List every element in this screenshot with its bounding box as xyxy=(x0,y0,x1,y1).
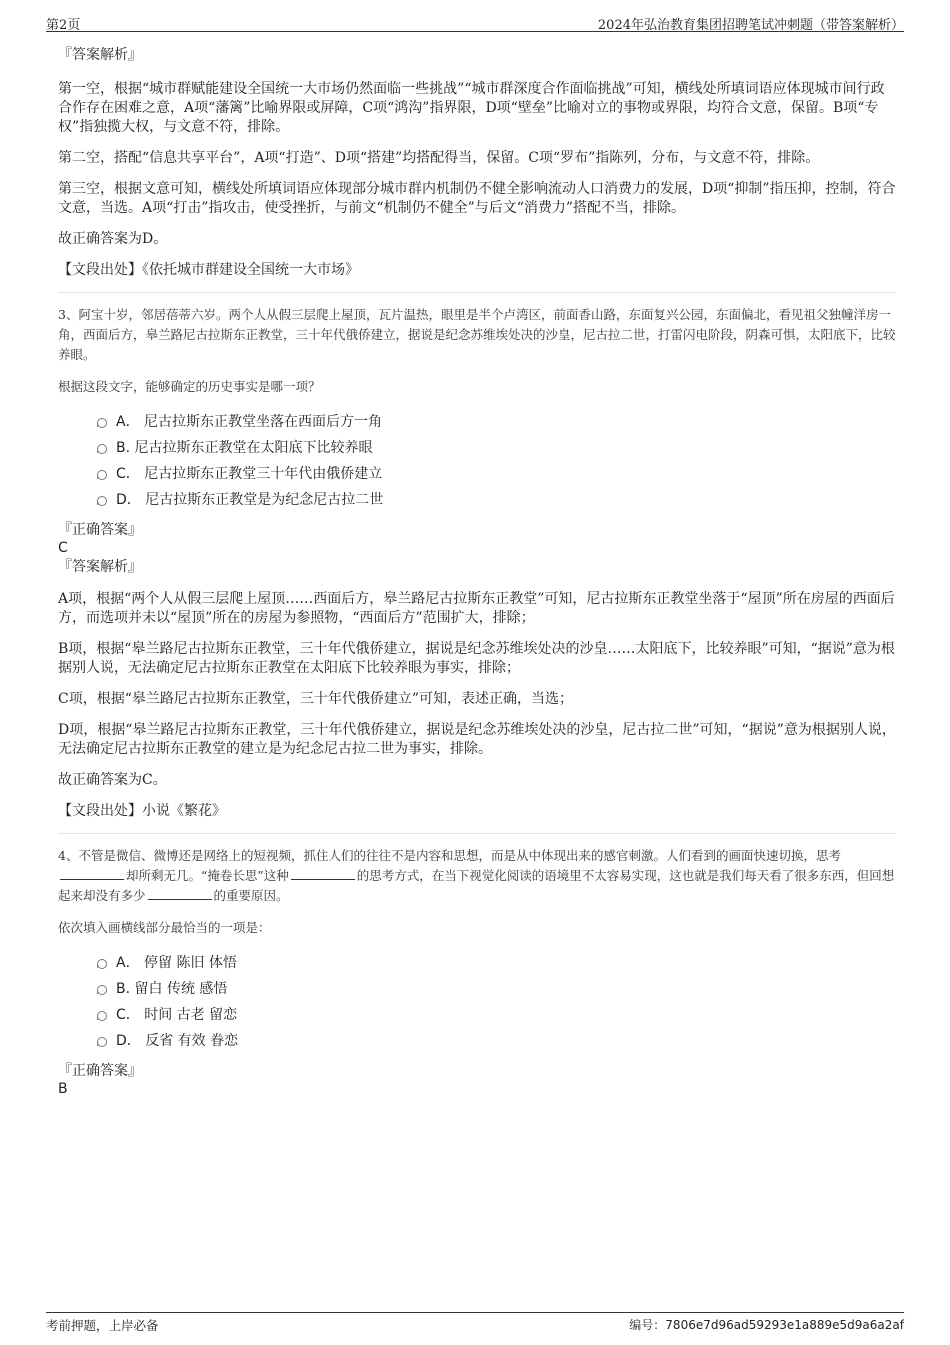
radio-icon[interactable] xyxy=(97,1011,107,1021)
analysis-paragraph: 第三空，根据文意可知，横线处所填词语应体现部分城市群内机制仍不健全影响流动人口消费力的发展，D项“抑制”指压抑，控制，符合文意，当选。A项“打击”指攻击，使受挫折，与前文“机制仍不健全”与后文“消费力”搭配不当，排除。 xyxy=(58,181,896,216)
option-text: 停留 陈旧 体悟 xyxy=(144,955,237,971)
radio-icon[interactable] xyxy=(97,444,107,454)
correct-answer: C xyxy=(58,540,68,556)
radio-icon[interactable] xyxy=(97,496,107,506)
option-d[interactable]: D． 反省 有效 眷恋 xyxy=(58,1028,896,1054)
page-number: 第2页 xyxy=(46,18,81,33)
analysis-paragraph: B项，根据“皋兰路尼古拉斯东正教堂，三十年代俄侨建立，据说是纪念苏维埃处决的沙皇……太阳底下，比较养眼”可知，“据说”意为根据别人说，无法确定尼古拉斯东正教堂在太阳底下比较养眼为事实，排除； xyxy=(58,641,895,676)
analysis-paragraph: D项，根据“皋兰路尼古拉斯东正教堂，三十年代俄侨建立，据说是纪念苏维埃处决的沙皇，尼古拉二世”可知，“据说”意为根据别人说，无法确定尼古拉斯东正教堂的建立是为纪念尼古拉二世为事实，排除。 xyxy=(58,722,896,757)
source-tag: 【文段出处】 xyxy=(58,803,142,819)
answer-conclusion: 故正确答案为D。 xyxy=(58,231,168,247)
source-title: 小说《繁花》 xyxy=(142,803,226,819)
source-title: 《依托城市群建设全国统一大市场》 xyxy=(142,262,359,278)
correct-answer-label: 『正确答案』 xyxy=(58,522,142,538)
footer-slogan: 考前押题，上岸必备 xyxy=(46,1318,159,1333)
page-header xyxy=(46,14,904,32)
source-tag: 【文段出处】 xyxy=(58,262,142,278)
analysis-paragraph: C项，根据“皋兰路尼古拉斯东正教堂，三十年代俄侨建立”可知，表述正确，当选； xyxy=(58,691,574,707)
option-text: 尼古拉斯东正教堂在太阳底下比较养眼 xyxy=(134,440,373,456)
analysis-paragraph: A项，根据“两个人从假三层爬上屋顶……西面后方，皋兰路尼古拉斯东正教堂”可知，尼古拉斯东正教堂坐落于“屋顶”所在房屋的西面后方，而选项并未以“屋顶”所在的房屋为参照物，“西面后方”范围扩大，排除； xyxy=(58,591,895,626)
answer-conclusion: 故正确答案为C。 xyxy=(58,772,167,788)
fill-blank xyxy=(148,888,212,900)
option-text: 反省 有效 眷恋 xyxy=(145,1033,239,1049)
radio-icon[interactable] xyxy=(97,470,107,480)
option-text: 尼古拉斯东正教堂三十年代由俄侨建立 xyxy=(144,466,383,482)
source-line xyxy=(58,802,896,821)
document-code: 编号：7806e7d96ad59293e1a889e5d9a6a2af xyxy=(629,1318,904,1332)
option-a[interactable]: A． 停留 陈旧 体悟 xyxy=(58,950,896,976)
radio-icon[interactable] xyxy=(97,985,107,995)
question-prompt: 根据这段文字，能够确定的历史事实是哪一项？ xyxy=(58,379,321,394)
option-text: 时间 古老 留恋 xyxy=(144,1007,238,1023)
option-c[interactable]: C． 时间 古老 留恋 xyxy=(58,1002,896,1028)
question-stem: 3、阿宝十岁，邻居蓓蒂六岁。两个人从假三层爬上屋顶，瓦片温热，眼里是半个卢湾区，前面香山路，东面复兴公园，东面偏北，看见祖父独幢洋房一角，西面后方，皋兰路尼古拉斯东正教堂，三十年代俄侨建立，据说是纪念苏维埃处决的沙皇，尼古拉二世，打雷闪电阶段，阴森可惧，太阳底下，比较养眼。 xyxy=(58,307,896,362)
option-a[interactable]: A． 尼古拉斯东正教堂坐落在西面后方一角 xyxy=(58,409,896,435)
option-text: 尼古拉斯东正教堂是为纪念尼古拉二世 xyxy=(145,492,384,508)
question-prompt: 依次填入画横线部分最恰当的一项是： xyxy=(58,920,271,935)
source-line xyxy=(58,261,896,280)
option-list xyxy=(58,409,896,513)
page-footer xyxy=(46,1312,904,1332)
page-content xyxy=(58,46,896,1098)
correct-answer-label: 『正确答案』 xyxy=(58,1063,142,1079)
fill-blank xyxy=(60,868,124,880)
analysis-paragraph: 第二空，搭配“信息共享平台”，A项“打造”、D项“搭建”均搭配得当，保留。C项“罗布”指陈列，分布，与文意不符，排除。 xyxy=(58,150,820,166)
question-divider xyxy=(58,833,896,834)
fill-blank xyxy=(291,868,355,880)
analysis-paragraph: 第一空，根据“城市群赋能建设全国统一大市场仍然面临一些挑战”“城市群深度合作面临挑战”可知，横线处所填词语应体现城市间行政合作存在困难之意，A项“藩篱”比喻界限或屏障，C项“鸿沟”指界限，D项“壁垒”比喻对立的事物或界限，均符合文意，保留。B项“专权”指独揽大权，与文意不符，排除。 xyxy=(58,81,885,135)
question-stem: 4、不管是微信、微博还是网络上的短视频，抓住人们的往往不是内容和思想，而是从中体现出来的感官刺激。人们看到的画面快速切换，思考却所剩无几。“掩卷长思”这种 的思考方式，在当下视觉化阅读的语境里不太容易实现，这也就是我们每天看了很多东西，但回想起来却没有多少 的重要原因。 xyxy=(58,848,895,903)
option-text: 尼古拉斯东正教堂坐落在西面后方一角 xyxy=(144,414,383,430)
document-title: 2024年弘治教育集团招聘笔试冲刺题（带答案解析） xyxy=(597,18,904,33)
option-d[interactable]: D． 尼古拉斯东正教堂是为纪念尼古拉二世 xyxy=(58,487,896,513)
option-c[interactable]: C． 尼古拉斯东正教堂三十年代由俄侨建立 xyxy=(58,461,896,487)
option-text: 留白 传统 感悟 xyxy=(134,981,228,997)
radio-icon[interactable] xyxy=(97,418,107,428)
correct-answer: B xyxy=(58,1081,68,1097)
option-b[interactable]: B. 尼古拉斯东正教堂在太阳底下比较养眼 xyxy=(58,435,896,461)
question-divider xyxy=(58,292,896,293)
option-b[interactable]: B. 留白 传统 感悟 xyxy=(58,976,896,1002)
analysis-label: 『答案解析』 xyxy=(58,559,142,575)
radio-icon[interactable] xyxy=(97,1037,107,1047)
radio-icon[interactable] xyxy=(97,959,107,969)
option-list xyxy=(58,950,896,1054)
analysis-label: 『答案解析』 xyxy=(58,47,142,63)
